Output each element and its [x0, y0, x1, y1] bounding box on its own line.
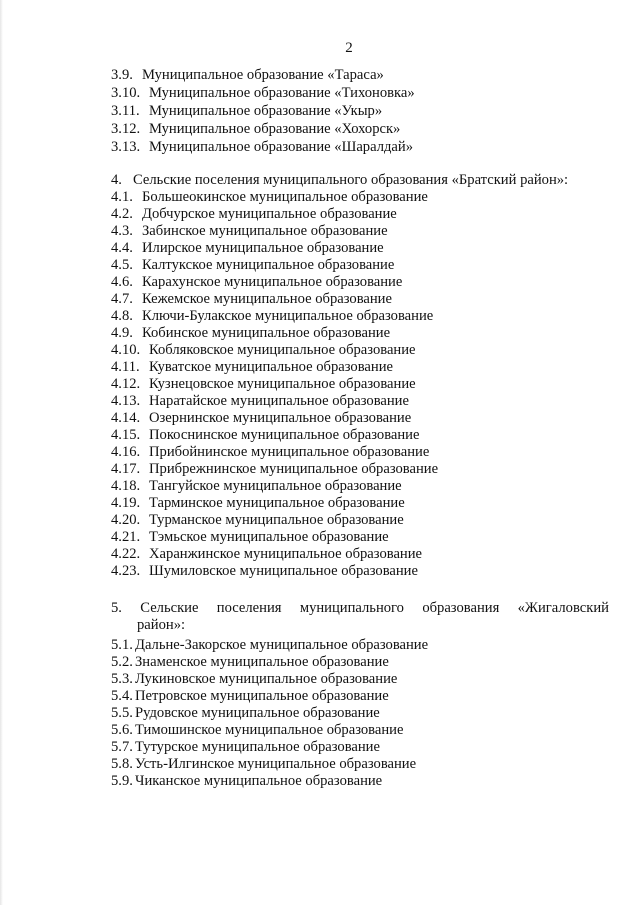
list-item: [111, 206, 397, 223]
item-text: Наратайское муниципальное образование: [149, 393, 409, 409]
item-text: Кобинское муниципальное образование: [142, 325, 391, 341]
item-number: 5.4.: [111, 688, 133, 704]
item-number: 4.13.: [111, 393, 141, 409]
item-number: 4.19.: [111, 495, 141, 511]
item-number: 5.8.: [111, 756, 133, 772]
item-text: Кобляковское муниципальное образование: [149, 342, 416, 358]
item-number: 5.6.: [111, 722, 133, 738]
item-text: Дальне-Закорское муниципальное образование: [135, 637, 429, 653]
item-number: 4.2.: [111, 206, 133, 222]
list-item: [111, 427, 419, 444]
item-number: 4.4.: [111, 240, 133, 256]
list-item: [111, 654, 389, 671]
item-number: 5.7.: [111, 739, 133, 755]
item-number: 3.13.: [111, 139, 141, 155]
item-number: 4.17.: [111, 461, 141, 477]
item-text: Илирское муниципальное образование: [142, 240, 384, 256]
item-text: Забинское муниципальное образование: [142, 223, 388, 239]
item-text: Карахунское муниципальное образование: [142, 274, 403, 290]
item-text: Муниципальное образование «Хохорск»: [149, 121, 401, 137]
item-number: 4.10.: [111, 342, 141, 358]
item-number: 4.23.: [111, 563, 141, 579]
list-item: [111, 637, 428, 654]
item-number: 4.16.: [111, 444, 141, 460]
list-item: [111, 529, 389, 546]
item-text: Большеокинское муниципальное образование: [142, 189, 428, 205]
item-number: 4.1.: [111, 189, 133, 205]
list-item: [111, 189, 428, 206]
item-text: Покоснинское муниципальное образование: [149, 427, 420, 443]
item-number: 5.2.: [111, 654, 133, 670]
item-number: 4.8.: [111, 308, 133, 324]
item-number: 3.9.: [111, 67, 133, 83]
item-number: 5.5.: [111, 705, 133, 721]
list-item: [111, 705, 380, 722]
item-text: Куватское муниципальное образование: [149, 359, 393, 375]
list-item: [111, 308, 433, 325]
item-text: Муниципальное образование «Шаралдай»: [149, 139, 413, 155]
list-item: [111, 223, 388, 240]
list-item: [111, 240, 384, 257]
scan-edge: [0, 0, 3, 905]
list-item: [111, 139, 413, 156]
heading-word: поселения: [216, 600, 282, 616]
section-heading: [111, 172, 568, 189]
heading-word: Сельские: [140, 600, 199, 616]
list-item: [111, 671, 397, 688]
item-text: Кежемское муниципальное образование: [142, 291, 392, 307]
list-item: [111, 325, 390, 342]
item-number: 4.9.: [111, 325, 133, 341]
section-heading-continuation: район»:: [137, 617, 186, 633]
list-item: [111, 478, 402, 495]
item-number: 4.15.: [111, 427, 141, 443]
item-text: Калтукское муниципальное образование: [142, 257, 395, 273]
list-item: [111, 512, 404, 529]
item-number: 4.3.: [111, 223, 133, 239]
item-number: 4.11.: [111, 359, 140, 375]
list-item: [111, 274, 402, 291]
item-text: Муниципальное образование «Укыр»: [149, 103, 383, 119]
section-heading-text: Сельские поселения муниципального образования «Братский район»:: [133, 172, 569, 188]
list-item: [111, 495, 405, 512]
page-number: 2: [345, 40, 353, 56]
item-number: 5.3.: [111, 671, 133, 687]
list-item: [111, 722, 403, 739]
item-text: Добчурское муниципальное образование: [142, 206, 397, 222]
item-number: 4.5.: [111, 257, 133, 273]
item-number: 4.12.: [111, 376, 141, 392]
list-item: [111, 359, 393, 376]
list-item: [111, 257, 394, 274]
heading-word: «Жигаловский: [517, 600, 609, 616]
heading-word: муниципального: [299, 600, 404, 616]
item-number: 5.1.: [111, 637, 133, 653]
list-item: [111, 410, 411, 427]
list-item: [111, 756, 416, 773]
heading-word: образования: [422, 600, 500, 616]
list-item: [111, 291, 392, 308]
list-item: [111, 563, 418, 580]
item-text: Лукиновское муниципальное образование: [135, 671, 398, 687]
list-item: [111, 67, 384, 84]
item-text: Прибойнинское муниципальное образование: [149, 444, 430, 460]
list-item: [111, 773, 382, 790]
item-text: Усть-Илгинское муниципальное образование: [135, 756, 417, 772]
item-number: 4.7.: [111, 291, 133, 307]
list-item: [111, 103, 382, 120]
item-text: Тэмьское муниципальное образование: [149, 529, 389, 545]
list-item: [111, 393, 409, 410]
item-number: 3.11.: [111, 103, 140, 119]
item-text: Шумиловское муниципальное образование: [149, 563, 418, 579]
item-text: Рудовское муниципальное образование: [135, 705, 380, 721]
item-text: Тарминское муниципальное образование: [149, 495, 405, 511]
item-number: 5.9.: [111, 773, 133, 789]
list-item: [111, 444, 429, 461]
item-text: Прибрежнинское муниципальное образование: [149, 461, 439, 477]
item-number: 3.10.: [111, 85, 141, 101]
item-text: Знаменское муниципальное образование: [135, 654, 389, 670]
item-number: 4.20.: [111, 512, 141, 528]
item-text: Муниципальное образование «Тараса»: [142, 67, 384, 83]
item-text: Тангуйское муниципальное образование: [149, 478, 402, 494]
list-item: [111, 85, 415, 102]
list-item: [111, 461, 438, 478]
item-text: Харанжинское муниципальное образование: [149, 546, 423, 562]
item-number: 3.12.: [111, 121, 141, 137]
item-text: Озернинское муниципальное образование: [149, 410, 412, 426]
list-item: [111, 121, 400, 138]
item-number: 4.21.: [111, 529, 141, 545]
list-item: [111, 342, 416, 359]
item-number: 4.18.: [111, 478, 141, 494]
item-text: Ключи-Булакское муниципальное образование: [142, 308, 434, 324]
item-text: Кузнецовское муниципальное образование: [149, 376, 416, 392]
list-item: [111, 688, 389, 705]
section-number: 5.: [111, 600, 122, 616]
item-number: 4.22.: [111, 546, 141, 562]
section-heading: [111, 600, 609, 617]
item-number: 4.6.: [111, 274, 133, 290]
item-text: Турманское муниципальное образование: [149, 512, 404, 528]
list-item: [111, 739, 380, 756]
item-text: Муниципальное образование «Тихоновка»: [149, 85, 415, 101]
list-item: [111, 546, 422, 563]
item-text: Тимошинское муниципальное образование: [135, 722, 404, 738]
list-item: [111, 376, 416, 393]
section-number: 4.: [111, 172, 122, 188]
item-text: Чиканское муниципальное образование: [135, 773, 383, 789]
item-text: Петровское муниципальное образование: [135, 688, 389, 704]
item-number: 4.14.: [111, 410, 141, 426]
item-text: Тутурское муниципальное образование: [135, 739, 380, 755]
